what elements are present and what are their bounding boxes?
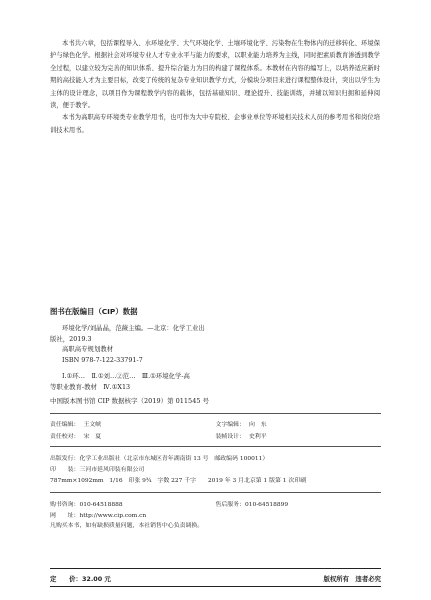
text-editor-label: 文字编辑： [215, 422, 245, 429]
cover-designer-value: 史利平 [248, 433, 267, 440]
publisher-line: 出版发行：化学工业出版社（北京市东城区青年湖南街 13 号 邮政编码 100011） [50, 456, 269, 463]
specs-line: 787mm×1092mm 1/16 印张 9¾ 字数 227 千字 2019 年 3 月北京第 1 版第 1 次印刷 [50, 478, 307, 485]
cip-title: 图书在版编目（CIP）数据 [50, 307, 138, 316]
divider [50, 446, 381, 447]
footer [50, 574, 381, 583]
proofreader-value: 宋 夏 [83, 433, 102, 440]
copyright-notice: 版权所有 违者必究 [323, 575, 381, 583]
divider [50, 492, 381, 493]
printer-line: 印 装：三河市延风印装有限公司 [50, 467, 145, 474]
cip-number: 中国版本图书馆 CIP 数据核字（2019）第 011545 号 [50, 397, 210, 405]
cip-line: 高职高专规划教材 [62, 345, 114, 354]
after-sales-service: 售后服务：010-64518899 [215, 501, 289, 508]
proofreader-label: 责任校对： [50, 433, 80, 440]
divider-thick [50, 586, 381, 587]
purchase-consult: 购书咨询：010-64518888 [50, 501, 123, 508]
price: 定 价：32.00 元 [50, 575, 111, 583]
intro-text [50, 38, 380, 137]
divider-thick [50, 568, 381, 569]
cip-record [50, 323, 286, 393]
text-editor-value: 向 东 [248, 422, 267, 429]
cip-line: Ⅰ.①环… Ⅱ.①刘…②范… Ⅲ.①环境化学-高 [62, 372, 190, 381]
publishing-block [50, 452, 381, 486]
cover-designer-label: 装帧设计： [215, 433, 245, 440]
website-line: 网 址：http://www.cip.com.cn [50, 512, 147, 519]
intro-paragraph-1: 本书共六章，包括课程导入、水环境化学、大气环境化学、土壤环境化学、污染物在生物体内的迁移转化、环境保护与绿色化学。根据社会对环境专业人才专业水平与能力的要求，以职业能力培养为主线，同时把素质教育渗透到教学全过程，以建立较为完善的知识体系、提升综合能力为目的构建了课程体系。本教材在内容的编写上，以培养适应新时期的高技能人才为主要目标，改变了传统的复杂专业知识教学方式，分模块分项目来进行课程整体设计，突出以学生为主体的设计理念，以项目作为课程教学内容的载体，包括基础知识、理论提升、技能训练，并辅以知识归拥和延伸阅读，便于教学。 [50, 40, 380, 110]
cip-isbn: ISBN 978-7-122-33791-7 [62, 355, 143, 364]
divider [50, 413, 381, 414]
cip-line: 等职业教育-教材 Ⅳ.①X13 [50, 382, 131, 391]
editors-block [50, 418, 381, 441]
quality-notice: 凡购买本书，如有缺损质量问题，本社销售中心负责调换。 [50, 523, 204, 530]
cip-line: 环境化学/刘晶晶，范薇主编。—北京：化学工业出 [62, 324, 205, 332]
editor-label: 责任编辑： [50, 422, 80, 429]
cip-line: 版社，2019.3 [50, 334, 92, 343]
intro-paragraph-2: 本书为高职高专环境类专业教学用书，也可作为大中专院校、企事业单位等环境相关技术人员的参考用书和岗位培训技术用书。 [50, 114, 380, 134]
sales-block [50, 498, 381, 530]
editor-value: 王文峡 [83, 422, 102, 429]
